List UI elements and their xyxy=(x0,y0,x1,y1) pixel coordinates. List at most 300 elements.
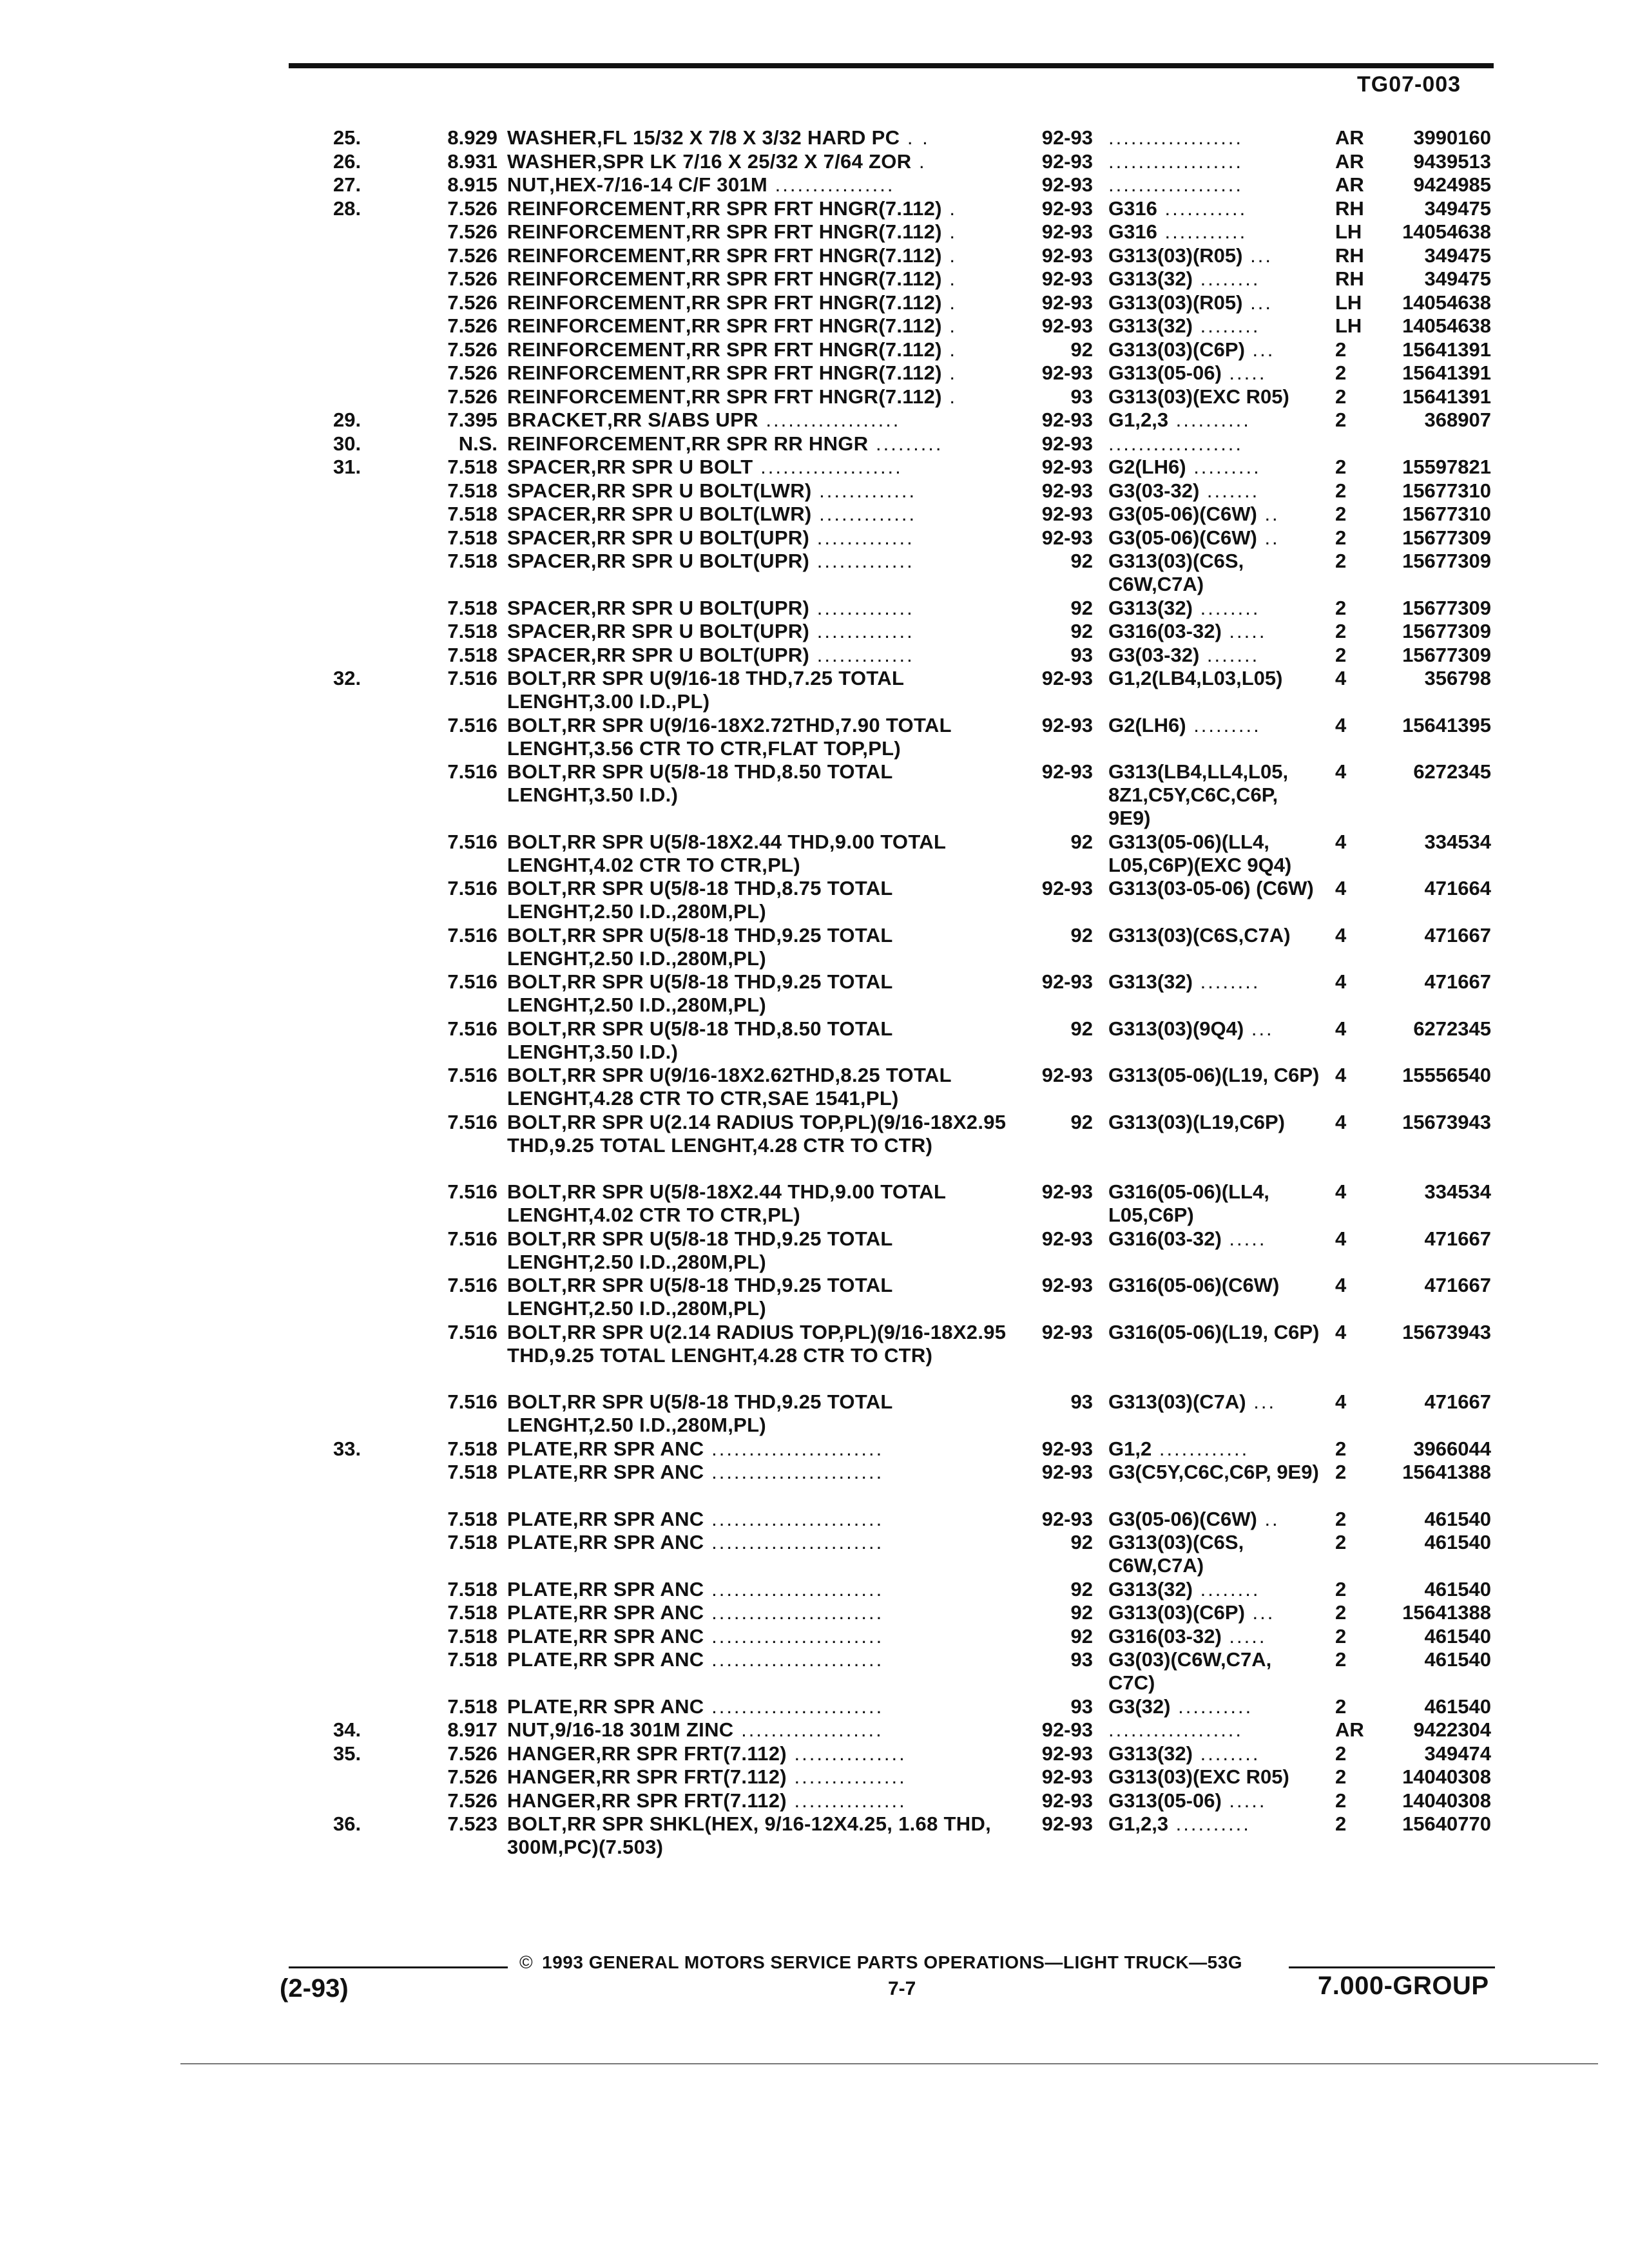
quantity: AR xyxy=(1335,173,1364,196)
description-leader: ............. xyxy=(809,550,914,572)
quantity: 4 xyxy=(1335,1110,1347,1133)
model-usage xyxy=(1108,1765,1321,1789)
part-detail: ,RR SPR U BOLT(UPR) xyxy=(590,550,810,572)
group-number: 7.516 xyxy=(447,713,497,736)
part-detail: ,RR SPR U BOLT(LWR) xyxy=(590,479,812,502)
model-years: 93 xyxy=(1070,1648,1093,1671)
part-description xyxy=(507,1180,1023,1227)
part-number: 356798 xyxy=(1424,667,1491,689)
part-detail: ,RR SPR U(5/8-18 THD,9.25 TOTAL LENGHT,2.50 I.D.,280M,PL) xyxy=(507,1390,893,1436)
part-detail: ,RR S/ABS UPR xyxy=(607,408,758,431)
part-number: 15641388 xyxy=(1402,1461,1491,1483)
quantity: LH xyxy=(1335,314,1362,337)
model-code: G316(03-32) xyxy=(1108,1227,1222,1250)
model-years: 92-93 xyxy=(1041,667,1093,689)
description-leader: ....................... xyxy=(704,1461,884,1483)
part-number: 334534 xyxy=(1424,1180,1491,1203)
model-usage xyxy=(1108,1648,1321,1695)
model-usage xyxy=(1108,456,1321,479)
part-number: 6272345 xyxy=(1413,760,1491,783)
description-leader: . xyxy=(941,267,958,290)
group-number: 7.516 xyxy=(447,923,497,947)
part-name: REINFORCEMENT xyxy=(507,361,686,384)
model-usage xyxy=(1108,714,1321,737)
table-row xyxy=(0,1321,1629,1391)
model-usage xyxy=(1108,291,1321,314)
description-leader: ............. xyxy=(809,526,914,549)
quantity: 4 xyxy=(1335,1064,1347,1086)
model-leader: ....... xyxy=(1199,479,1260,502)
table-row xyxy=(0,760,1629,831)
model-years: 93 xyxy=(1070,1695,1093,1718)
part-description xyxy=(507,1227,1023,1274)
table-row xyxy=(0,1180,1629,1227)
description-leader: ............... xyxy=(786,1742,907,1765)
part-detail: ,RR SPR ANC xyxy=(572,1437,704,1460)
description-leader: ............... xyxy=(786,1765,907,1788)
model-leader: ... xyxy=(1246,1390,1277,1413)
model-leader: ......... xyxy=(1186,456,1261,478)
part-detail: ,RR SPR ANC xyxy=(572,1577,704,1600)
table-row xyxy=(0,1508,1629,1532)
model-usage xyxy=(1108,620,1321,643)
part-name: REINFORCEMENT xyxy=(507,314,686,337)
quantity: 4 xyxy=(1335,923,1347,947)
group-number: 7.516 xyxy=(447,1064,497,1086)
description-leader: ....................... xyxy=(704,1507,884,1530)
description-leader: ....................... xyxy=(704,1695,884,1718)
model-years: 93 xyxy=(1070,643,1093,666)
part-detail: ,RR SPR FRT HNGR(7.112) xyxy=(685,291,942,314)
part-description xyxy=(507,1111,1023,1157)
part-name: NUT xyxy=(507,173,550,196)
model-code: G1,2,3 xyxy=(1108,408,1169,431)
model-code: G313(03)(R05) xyxy=(1108,291,1243,314)
quantity: 2 xyxy=(1335,596,1347,619)
model-years: 92-93 xyxy=(1041,1437,1093,1460)
table-row xyxy=(0,1695,1629,1719)
quantity: 2 xyxy=(1335,503,1347,525)
part-detail: ,RR SPR U(5/8-18X2.44 THD,9.00 TOTAL LENGHT,4.02 CTR TO CTR,PL) xyxy=(507,830,946,876)
part-detail: ,RR SPR U(5/8-18 THD,9.25 TOTAL LENGHT,2.50 I.D.,280M,PL) xyxy=(507,1227,893,1273)
part-detail: ,RR SPR U(9/16-18X2.62THD,8.25 TOTAL LENGHT,4.28 CTR TO CTR,SAE 1541,PL) xyxy=(507,1064,952,1110)
part-description xyxy=(507,432,1023,456)
group-number: 7.526 xyxy=(447,338,497,361)
group-number: 7.526 xyxy=(447,244,497,267)
quantity: RH xyxy=(1335,267,1364,290)
model-code: G3(03-32) xyxy=(1108,479,1200,502)
model-code: G313(32) xyxy=(1108,970,1193,993)
table-row xyxy=(0,220,1629,244)
description-leader: ............. xyxy=(809,643,914,666)
model-code: G316(05-06)(C6W) xyxy=(1108,1274,1280,1296)
table-row xyxy=(0,1227,1629,1274)
part-name: BOLT xyxy=(507,1180,562,1203)
group-number: 7.518 xyxy=(447,526,497,549)
model-years: 92-93 xyxy=(1041,173,1093,196)
item-number: 31. xyxy=(333,456,361,478)
model-years: 92-93 xyxy=(1041,1461,1093,1483)
quantity: 4 xyxy=(1335,1180,1347,1203)
date-code: (2-93) xyxy=(280,1974,349,2003)
quantity: 2 xyxy=(1335,620,1347,642)
model-usage xyxy=(1108,361,1321,385)
quantity: 2 xyxy=(1335,526,1347,549)
model-leader: .................. xyxy=(1108,149,1244,173)
part-description xyxy=(507,314,1023,338)
model-code: G313(32) xyxy=(1108,267,1193,290)
table-row xyxy=(0,714,1629,761)
quantity: 4 xyxy=(1335,1390,1347,1413)
quantity: 2 xyxy=(1335,643,1347,666)
description-leader: . xyxy=(941,361,958,384)
model-usage xyxy=(1108,314,1321,338)
part-number: 9422304 xyxy=(1413,1718,1491,1741)
part-name: BOLT xyxy=(507,1274,562,1296)
model-code: G313(03)(EXC R05) xyxy=(1108,1765,1289,1788)
model-years: 92-93 xyxy=(1041,1180,1093,1203)
group-number: 7.518 xyxy=(447,550,497,572)
model-usage xyxy=(1108,760,1321,830)
part-number: 9439513 xyxy=(1413,149,1491,173)
part-description xyxy=(507,1321,1023,1367)
table-row xyxy=(0,432,1629,456)
model-usage xyxy=(1108,1437,1321,1461)
model-leader: ....... xyxy=(1199,643,1260,666)
part-detail: ,RR SPR U(9/16-18 THD,7.25 TOTAL LENGHT,3.00 I.D.,PL) xyxy=(507,667,904,713)
model-usage xyxy=(1108,244,1321,267)
group-number: 8.917 xyxy=(447,1718,497,1741)
model-usage xyxy=(1108,831,1321,877)
part-description xyxy=(507,456,1023,479)
model-years: 92-93 xyxy=(1041,361,1093,384)
part-detail: ,RR SPR FRT HNGR(7.112) xyxy=(685,338,942,361)
copyright-text: 1993 GENERAL MOTORS SERVICE PARTS OPERATIONS—LIGHT TRUCK—53G xyxy=(542,1952,1243,1972)
model-code: G3(03-32) xyxy=(1108,643,1200,666)
model-usage xyxy=(1108,126,1321,149)
group-number: 7.518 xyxy=(447,1531,497,1553)
model-code: G3(03)(C6W,C7A, C7C) xyxy=(1108,1648,1272,1694)
part-description xyxy=(507,1812,1023,1859)
model-usage xyxy=(1108,1531,1321,1577)
part-number: 349474 xyxy=(1424,1742,1491,1765)
part-number: 471667 xyxy=(1424,1390,1491,1413)
quantity: 4 xyxy=(1335,1274,1347,1296)
model-code: G316(05-06)(L19, C6P) xyxy=(1108,1320,1320,1343)
model-code: G313(32) xyxy=(1108,314,1193,337)
table-row xyxy=(0,1578,1629,1602)
part-detail: ,9/16-18 301M ZINC xyxy=(549,1718,734,1741)
model-years: 92-93 xyxy=(1041,1507,1093,1530)
part-detail: ,RR SPR FRT HNGR(7.112) xyxy=(685,361,942,384)
model-leader: ... xyxy=(1244,1601,1275,1624)
model-leader: ........ xyxy=(1192,1742,1260,1765)
part-number: 6272345 xyxy=(1413,1017,1491,1040)
part-name: BRACKET xyxy=(507,408,608,431)
group-number: 7.516 xyxy=(447,1110,497,1133)
part-name: BOLT xyxy=(507,1812,562,1835)
part-description xyxy=(507,126,1023,149)
part-description xyxy=(507,667,1023,713)
part-number: 368907 xyxy=(1424,408,1491,431)
model-usage xyxy=(1108,479,1321,503)
part-number: 15677310 xyxy=(1402,503,1491,525)
part-detail: ,RR SPR U(5/8-18 THD,8.75 TOTAL LENGHT,2.50 I.D.,280M,PL) xyxy=(507,877,893,923)
part-description xyxy=(507,173,1023,197)
group-number: 7.518 xyxy=(447,479,497,502)
quantity: AR xyxy=(1335,126,1364,149)
model-code: G313(03)(C6P) xyxy=(1108,338,1245,361)
part-detail: ,RR SPR U(5/8-18X2.44 THD,9.00 TOTAL LENGHT,4.02 CTR TO CTR,PL) xyxy=(507,1180,946,1226)
model-usage xyxy=(1108,1461,1321,1484)
part-description xyxy=(507,503,1023,526)
part-number: 14040308 xyxy=(1402,1765,1491,1788)
model-usage xyxy=(1108,1111,1321,1134)
part-detail: ,RR SPR U BOLT(UPR) xyxy=(590,596,810,619)
quantity: 2 xyxy=(1335,1648,1347,1671)
table-row xyxy=(0,126,1629,150)
part-description xyxy=(507,1531,1023,1554)
table-row xyxy=(0,924,1629,971)
table-row xyxy=(0,1531,1629,1578)
model-leader: ........ xyxy=(1192,596,1260,619)
model-leader: .. xyxy=(1257,526,1280,549)
quantity: 2 xyxy=(1335,1437,1347,1460)
model-leader: .................. xyxy=(1108,432,1244,455)
part-number: 349475 xyxy=(1424,267,1491,290)
table-row xyxy=(0,831,1629,878)
group-number: 7.516 xyxy=(447,760,497,783)
model-years: 92-93 xyxy=(1041,314,1093,337)
footer-rule-right xyxy=(1289,1966,1495,1968)
part-number: 15673943 xyxy=(1402,1110,1491,1133)
table-row xyxy=(0,361,1629,385)
part-number: 14054638 xyxy=(1402,220,1491,243)
description-leader: . xyxy=(941,314,958,337)
table-row xyxy=(0,1064,1629,1111)
quantity: LH xyxy=(1335,291,1362,314)
part-number: 15677310 xyxy=(1402,479,1491,502)
model-years: 92-93 xyxy=(1041,220,1093,243)
model-code: G313(LB4,LL4,L05, 8Z1,C5Y,C6C,C6P, 9E9) xyxy=(1108,760,1289,829)
model-usage xyxy=(1108,550,1321,596)
group-number: 7.516 xyxy=(447,667,497,689)
description-leader: . xyxy=(941,220,958,243)
quantity: 2 xyxy=(1335,1577,1347,1600)
group-number: 7.523 xyxy=(447,1812,497,1835)
model-usage xyxy=(1108,1017,1321,1041)
part-name: PLATE xyxy=(507,1577,573,1600)
part-name: REINFORCEMENT xyxy=(507,385,686,408)
part-description xyxy=(507,1274,1023,1320)
table-row xyxy=(0,338,1629,362)
part-number: 15677309 xyxy=(1402,643,1491,666)
group-number: 7.516 xyxy=(447,1227,497,1250)
quantity: 4 xyxy=(1335,760,1347,783)
part-name: SPACER xyxy=(507,479,591,502)
item-number: 29. xyxy=(333,408,361,431)
part-detail: ,RR SPR U(5/8-18 THD,9.25 TOTAL LENGHT,2.50 I.D.,280M,PL) xyxy=(507,923,893,970)
part-number: 15597821 xyxy=(1402,456,1491,478)
description-leader: ....................... xyxy=(704,1601,884,1624)
model-years: 92 xyxy=(1070,550,1093,572)
table-row xyxy=(0,456,1629,479)
table-row xyxy=(0,314,1629,338)
model-leader: .................. xyxy=(1108,1718,1244,1741)
model-years: 92-93 xyxy=(1041,456,1093,478)
group-number: 7.518 xyxy=(447,456,497,478)
table-row xyxy=(0,1718,1629,1742)
part-name: PLATE xyxy=(507,1601,573,1624)
model-usage xyxy=(1108,1321,1321,1344)
model-usage xyxy=(1108,197,1321,220)
part-name: NUT xyxy=(507,1718,550,1741)
part-number: 15677309 xyxy=(1402,596,1491,619)
description-leader: ....................... xyxy=(704,1624,884,1648)
model-years: 92 xyxy=(1070,830,1093,853)
quantity: AR xyxy=(1335,149,1364,173)
table-row xyxy=(0,1789,1629,1813)
part-name: BOLT xyxy=(507,830,562,853)
model-leader: .................. xyxy=(1108,173,1244,196)
model-years: 92-93 xyxy=(1041,970,1093,993)
group-number: 7.516 xyxy=(447,1390,497,1413)
model-usage xyxy=(1108,150,1321,173)
table-row xyxy=(0,1390,1629,1437)
part-name: PLATE xyxy=(507,1507,573,1530)
item-number: 33. xyxy=(333,1437,361,1460)
model-years: 92-93 xyxy=(1041,877,1093,899)
description-leader: . xyxy=(941,291,958,314)
part-name: SPACER xyxy=(507,550,591,572)
model-code: G2(LH6) xyxy=(1108,713,1186,736)
group-number: 7.518 xyxy=(447,620,497,642)
part-detail: ,RR SPR U(5/8-18 THD,8.50 TOTAL LENGHT,3.50 I.D.) xyxy=(507,1017,893,1063)
part-name: REINFORCEMENT xyxy=(507,244,686,267)
model-leader: .. xyxy=(1257,503,1280,525)
part-detail: ,HEX-7/16-14 C/F 301M xyxy=(549,173,768,196)
model-years: 92-93 xyxy=(1041,1320,1093,1343)
model-leader: .. xyxy=(1257,1507,1280,1530)
table-row xyxy=(0,644,1629,668)
part-name: SPACER xyxy=(507,643,591,666)
part-number: 15677309 xyxy=(1402,620,1491,642)
part-name: WASHER xyxy=(507,126,597,149)
part-detail: ,RR SPR ANC xyxy=(572,1648,704,1671)
model-leader: .......... xyxy=(1168,408,1251,431)
item-number: 30. xyxy=(333,432,361,455)
quantity: 2 xyxy=(1335,1695,1347,1718)
part-detail: ,FL 15/32 X 7/8 X 3/32 HARD PC xyxy=(597,126,900,149)
part-description xyxy=(507,1437,1023,1461)
description-leader: ....................... xyxy=(704,1437,884,1460)
model-leader: ............ xyxy=(1152,1437,1249,1460)
table-row xyxy=(0,197,1629,221)
group-number: 7.516 xyxy=(447,1017,497,1040)
quantity: 2 xyxy=(1335,361,1347,384)
quantity: RH xyxy=(1335,244,1364,267)
part-name: BOLT xyxy=(507,1390,562,1413)
description-leader: ............. xyxy=(811,479,917,502)
model-code: G313(32) xyxy=(1108,1742,1193,1765)
quantity: 2 xyxy=(1335,550,1347,572)
part-detail: ,RR SPR FRT(7.112) xyxy=(595,1742,787,1765)
model-years: 92 xyxy=(1070,923,1093,947)
part-name: SPACER xyxy=(507,503,591,525)
model-code: G313(03)(C6S,C7A) xyxy=(1108,923,1291,947)
item-number: 28. xyxy=(333,197,361,220)
model-years: 92-93 xyxy=(1041,126,1093,149)
table-row xyxy=(0,291,1629,315)
part-detail: ,RR SPR U BOLT(UPR) xyxy=(590,643,810,666)
description-leader: ............. xyxy=(809,620,914,642)
part-description xyxy=(507,1625,1023,1648)
model-code: G313(03)(C6S, C6W,C7A) xyxy=(1108,550,1244,595)
table-row xyxy=(0,1017,1629,1064)
part-number: 15641391 xyxy=(1402,361,1491,384)
part-name: BOLT xyxy=(507,667,562,689)
part-description xyxy=(507,1695,1023,1718)
model-years: 92-93 xyxy=(1041,1812,1093,1835)
model-code: G313(03)(L19,C6P) xyxy=(1108,1110,1285,1133)
model-usage xyxy=(1108,408,1321,432)
copyright-line xyxy=(519,1952,1242,1973)
part-description xyxy=(507,291,1023,314)
part-description xyxy=(507,338,1023,361)
part-description xyxy=(507,1064,1023,1110)
part-name: BOLT xyxy=(507,1227,562,1250)
part-detail: ,RR SPR U(5/8-18 THD,8.50 TOTAL LENGHT,3.50 I.D.) xyxy=(507,760,893,806)
part-detail: ,RR SPR FRT HNGR(7.112) xyxy=(685,197,942,220)
part-number: 15673943 xyxy=(1402,1320,1491,1343)
quantity: 4 xyxy=(1335,1017,1347,1040)
group-number: 7.518 xyxy=(447,596,497,619)
part-description xyxy=(507,150,1023,173)
model-leader: ........ xyxy=(1192,1577,1260,1600)
model-code: G3(32) xyxy=(1108,1695,1171,1718)
model-code: G1,2,3 xyxy=(1108,1812,1169,1835)
model-years: 93 xyxy=(1070,385,1093,408)
part-name: REINFORCEMENT xyxy=(507,291,686,314)
part-number: 334534 xyxy=(1424,830,1491,853)
part-number: 471667 xyxy=(1424,923,1491,947)
part-detail: ,RR SPR U(2.14 RADIUS TOP,PL)(9/16-18X2.95 THD,9.25 TOTAL LENGHT,4.28 CTR TO CTR) xyxy=(507,1320,1007,1367)
part-detail: ,RR SPR FRT HNGR(7.112) xyxy=(685,220,942,243)
model-leader: ........... xyxy=(1157,220,1248,243)
model-code: G313(03)(R05) xyxy=(1108,244,1243,267)
description-leader: . xyxy=(941,197,958,220)
description-leader: ................... xyxy=(753,456,903,478)
model-years: 92-93 xyxy=(1041,1064,1093,1086)
description-leader: .................. xyxy=(758,408,901,431)
group-number: 8.931 xyxy=(447,149,497,173)
model-code: G313(03)(C6P) xyxy=(1108,1601,1245,1624)
table-row xyxy=(0,1437,1629,1461)
part-number: 9424985 xyxy=(1413,173,1491,196)
part-description xyxy=(507,1461,1023,1484)
part-description xyxy=(507,1017,1023,1064)
group-number: 7.526 xyxy=(447,220,497,243)
table-row xyxy=(0,1274,1629,1321)
table-row xyxy=(0,503,1629,526)
model-code: G316(05-06)(LL4, L05,C6P) xyxy=(1108,1180,1269,1226)
table-row xyxy=(0,877,1629,924)
group-number: 7.518 xyxy=(447,1577,497,1600)
part-description xyxy=(507,408,1023,432)
model-leader: ..... xyxy=(1221,620,1267,642)
part-description xyxy=(507,597,1023,620)
group-number: 7.518 xyxy=(447,643,497,666)
